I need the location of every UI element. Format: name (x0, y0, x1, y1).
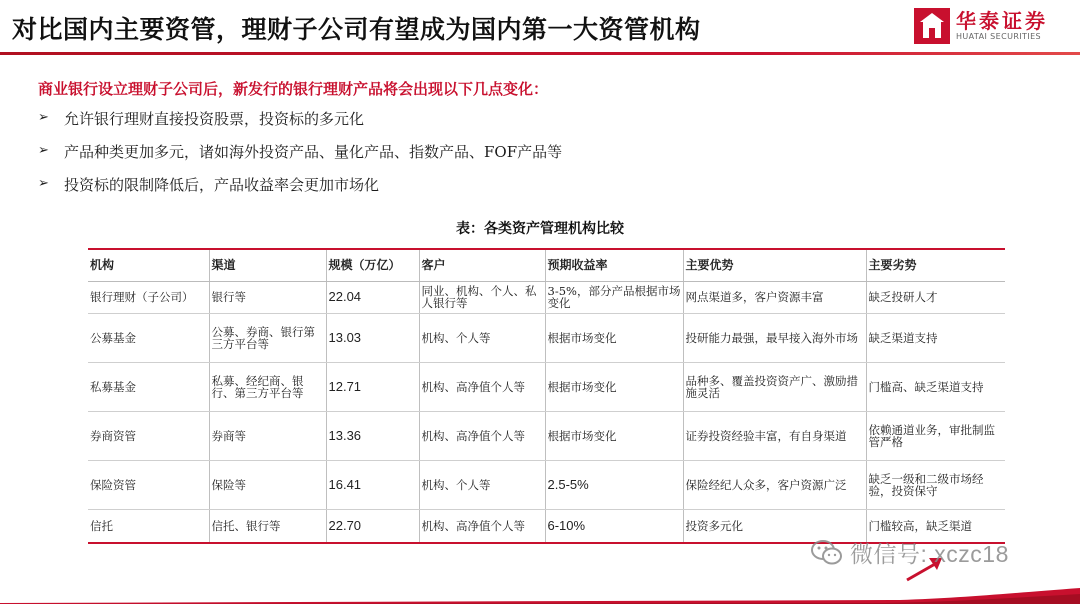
table-cell: 品种多、覆盖投资资产广、激励措施灵活 (683, 362, 866, 411)
arrow-bullet-icon: ➢ (38, 110, 49, 125)
table-cell: 证券投资经验丰富，有自身渠道 (683, 411, 866, 460)
table-row (88, 411, 1005, 460)
wechat-watermark (810, 536, 1009, 569)
table-header-row (88, 249, 1005, 281)
table-cell: 保险经纪人众多，客户资源广泛 (683, 460, 866, 509)
table-cell: 银行理财（子公司） (88, 281, 209, 313)
table-cell: 机构、个人等 (419, 460, 545, 509)
table-cell: 机构、高净值个人等 (419, 362, 545, 411)
column-header: 规模（万亿） (326, 249, 419, 281)
bullet-item (38, 108, 562, 141)
table-cell: 信托、银行等 (209, 509, 326, 543)
table-cell: 投研能力最强，最早接入海外市场 (683, 313, 866, 362)
table-cell: 机构、高净值个人等 (419, 509, 545, 543)
huatai-logo-icon (914, 8, 950, 44)
table-cell: 同业、机构、个人、私人银行等 (419, 281, 545, 313)
logo-english-name: HUATAI SECURITIES (956, 32, 1042, 41)
table-cell: 缺乏投研人才 (866, 281, 1005, 313)
table-cell: 机构、高净值个人等 (419, 411, 545, 460)
table-cell: 投资多元化 (683, 509, 866, 543)
column-header: 机构 (88, 249, 209, 281)
logo-chinese-name: 华泰证券 (956, 9, 1048, 33)
footer-swoosh (0, 586, 1080, 604)
table-caption: 表：各类资产管理机构比较 (456, 221, 624, 237)
intro-heading: 商业银行设立理财子公司后，新发行的银行理财产品将会出现以下几点变化： (38, 80, 549, 98)
slide-header (0, 0, 1080, 52)
bullet-text: 投资标的限制降低后，产品收益率会更加市场化 (64, 176, 380, 194)
table-cell: 保险资管 (88, 460, 209, 509)
table-cell: 缺乏渠道支持 (866, 313, 1005, 362)
table-row (88, 460, 1005, 509)
table-cell: 根据市场变化 (545, 411, 683, 460)
table-cell: 机构、个人等 (419, 313, 545, 362)
table-cell: 公募基金 (88, 313, 209, 362)
table-cell: 信托 (88, 509, 209, 543)
table-cell: 缺乏一级和二级市场经验，投资保守 (866, 460, 1005, 509)
column-header: 主要优势 (683, 249, 866, 281)
table-cell: 22.04 (326, 281, 419, 313)
table-cell: 私募、经纪商、银行、第三方平台等 (209, 362, 326, 411)
table-cell: 3-5%，部分产品根据市场变化 (545, 281, 683, 313)
column-header: 渠道 (209, 249, 326, 281)
table-cell: 券商资管 (88, 411, 209, 460)
wechat-icon (810, 538, 844, 568)
bullet-text: 产品种类更加多元，诸如海外投资产品、量化产品、指数产品、FOF产品等 (64, 143, 563, 161)
comparison-table (88, 248, 1005, 544)
table-cell: 银行等 (209, 281, 326, 313)
huatai-logo (914, 8, 1048, 44)
table-cell: 券商等 (209, 411, 326, 460)
bullet-item (38, 141, 562, 174)
table-cell: 公募、券商、银行第三方平台等 (209, 313, 326, 362)
table-cell: 门槛较高，缺乏渠道 (866, 509, 1005, 543)
bullet-item (38, 174, 562, 207)
slide-title: 对比国内主要资管，理财子公司有望成为国内第一大资管机构 (12, 15, 701, 44)
table-row (88, 362, 1005, 411)
table-cell: 13.36 (326, 411, 419, 460)
table-cell: 2.5-5% (545, 460, 683, 509)
table-row (88, 313, 1005, 362)
arrow-bullet-icon: ➢ (38, 176, 49, 191)
table-cell: 6-10% (545, 509, 683, 543)
bullet-text: 允许银行理财直接投资股票，投资标的多元化 (64, 110, 365, 128)
table-cell: 私募基金 (88, 362, 209, 411)
table-cell: 依赖通道业务，审批制监管严格 (866, 411, 1005, 460)
table-cell: 网点渠道多，客户资源丰富 (683, 281, 866, 313)
column-header: 预期收益率 (545, 249, 683, 281)
table-cell: 22.70 (326, 509, 419, 543)
column-header: 客户 (419, 249, 545, 281)
table-cell: 门槛高、缺乏渠道支持 (866, 362, 1005, 411)
column-header: 主要劣势 (866, 249, 1005, 281)
table-row (88, 281, 1005, 313)
table-cell: 根据市场变化 (545, 362, 683, 411)
table-cell: 12.71 (326, 362, 419, 411)
bullet-list (38, 108, 562, 207)
table-cell: 保险等 (209, 460, 326, 509)
table-cell: 16.41 (326, 460, 419, 509)
table-cell: 13.03 (326, 313, 419, 362)
table-cell: 根据市场变化 (545, 313, 683, 362)
header-divider (0, 52, 1080, 55)
watermark-text: 微信号: xczc18 (850, 541, 1009, 567)
arrow-bullet-icon: ➢ (38, 143, 49, 158)
